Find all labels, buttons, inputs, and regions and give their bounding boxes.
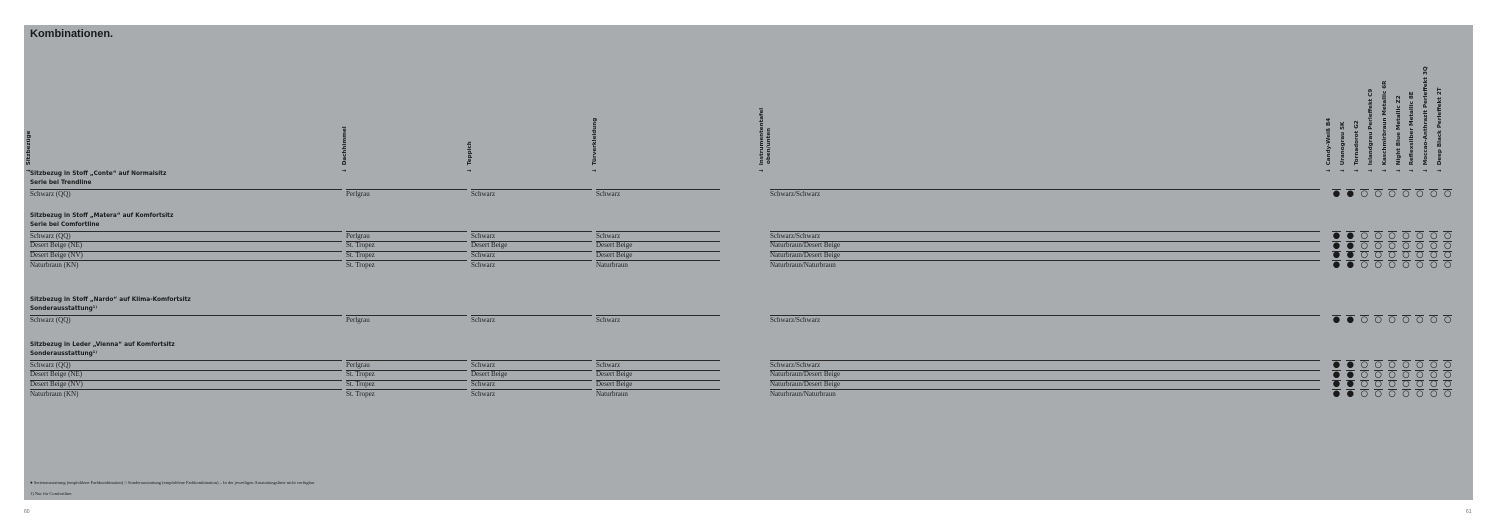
- standard-dot-icon: ●: [1346, 188, 1355, 199]
- arrow-down-icon: ↓: [342, 168, 349, 173]
- table-cell-tuer: Naturbraun: [596, 260, 628, 269]
- option-circle-icon: ○: [1402, 314, 1410, 325]
- option-circle-icon: ○: [1430, 230, 1438, 241]
- standard-dot-icon: ●: [1332, 230, 1341, 241]
- option-circle-icon: ○: [1360, 250, 1368, 261]
- paint-name: Islandgrau Perleffekt C9: [1367, 88, 1374, 166]
- option-circle-icon: ○: [1416, 389, 1424, 400]
- option-circle-icon: ○: [1360, 314, 1368, 325]
- column-header-dashboard: ↓Instrumententafel oben/unten: [759, 107, 773, 173]
- table-cell-instr: Schwarz/Schwarz: [770, 315, 821, 324]
- table-cell-tuer: Desert Beige: [596, 251, 633, 260]
- option-circle-icon: ○: [1443, 250, 1452, 261]
- arrow-down-icon: ↓: [1437, 168, 1444, 173]
- section-title: Sitzbezug in Stoff „Nardo“ auf Klima-Komfortsitz: [30, 297, 191, 303]
- arrow-down-icon: ↓: [1395, 168, 1402, 173]
- option-circle-icon: ○: [1388, 250, 1396, 261]
- row-rule: [770, 315, 1320, 316]
- table-cell-instr: Schwarz/Schwarz: [770, 189, 821, 198]
- standard-dot-icon: ●: [1346, 379, 1355, 390]
- arrow-down-icon: ↓: [26, 168, 33, 173]
- table-cell-instr: Naturbraun/Desert Beige: [770, 241, 841, 250]
- standard-dot-icon: ●: [1332, 379, 1341, 390]
- table-cell-instr: Schwarz/Schwarz: [770, 360, 821, 369]
- option-circle-icon: ○: [1416, 369, 1424, 380]
- option-circle-icon: ○: [1416, 359, 1424, 370]
- option-circle-icon: ○: [1360, 389, 1368, 400]
- standard-dot-icon: ●: [1346, 260, 1355, 271]
- option-circle-icon: ○: [1360, 369, 1368, 380]
- standard-dot-icon: ●: [1332, 260, 1341, 271]
- paint-name: Kaschmirbraun Metallic 6R: [1381, 80, 1388, 166]
- standard-dot-icon: ●: [1346, 314, 1355, 325]
- table-cell-dach: St. Tropez: [346, 389, 375, 398]
- option-circle-icon: ○: [1360, 240, 1368, 251]
- table-cell-tuer: Schwarz: [596, 315, 621, 324]
- section-title: Sitzbezug in Leder „Vienna“ auf Komfortsitz: [30, 342, 175, 348]
- option-circle-icon: ○: [1402, 230, 1410, 241]
- row-rule: [770, 251, 1320, 252]
- standard-dot-icon: ●: [1332, 359, 1341, 370]
- arrow-down-icon: ↓: [592, 168, 599, 173]
- option-circle-icon: ○: [1402, 250, 1410, 261]
- standard-dot-icon: ●: [1346, 389, 1355, 400]
- paint-name: Night Blue Metallic Z2: [1395, 95, 1402, 166]
- arrow-down-icon: ↓: [1381, 168, 1388, 173]
- option-circle-icon: ○: [1443, 379, 1452, 390]
- table-cell-dach: Perlgrau: [346, 189, 370, 198]
- table-cell-teppich: Desert Beige: [471, 370, 508, 379]
- option-circle-icon: ○: [1402, 188, 1410, 199]
- table-cell-seat: Naturbraun (KN): [30, 389, 79, 398]
- arrow-down-icon: ↓: [1353, 168, 1360, 173]
- option-circle-icon: ○: [1360, 230, 1368, 241]
- option-circle-icon: ○: [1388, 230, 1396, 241]
- standard-dot-icon: ●: [1332, 250, 1341, 261]
- table-cell-instr: Naturbraun/Naturbraun: [770, 260, 836, 269]
- table-cell-teppich: Schwarz: [471, 251, 496, 260]
- option-circle-icon: ○: [1443, 359, 1452, 370]
- option-circle-icon: ○: [1430, 359, 1438, 370]
- footnote: 1) Nur für Comfortline.: [30, 491, 73, 496]
- table-cell-tuer: Desert Beige: [596, 241, 633, 250]
- option-circle-icon: ○: [1388, 188, 1396, 199]
- standard-dot-icon: ●: [1332, 369, 1341, 380]
- option-circle-icon: ○: [1388, 314, 1396, 325]
- paint-name: Candy-Weiß B4: [1326, 117, 1333, 166]
- table-cell-teppich: Schwarz: [471, 389, 496, 398]
- table-cell-seat: Desert Beige (NV): [30, 251, 83, 260]
- option-circle-icon: ○: [1443, 369, 1452, 380]
- column-header-seat: ↓Sitzbezüge: [26, 130, 33, 173]
- table-cell-teppich: Schwarz: [471, 189, 496, 198]
- standard-dot-icon: ●: [1346, 230, 1355, 241]
- section-subtitle: Sonderausstattung¹⁾: [30, 351, 98, 357]
- table-cell-instr: Schwarz/Schwarz: [770, 231, 821, 240]
- row-rule: [30, 189, 342, 190]
- arrow-down-icon: ↓: [1367, 168, 1374, 173]
- option-circle-icon: ○: [1430, 379, 1438, 390]
- option-circle-icon: ○: [1374, 230, 1382, 241]
- row-rule: [770, 189, 1320, 190]
- option-circle-icon: ○: [1360, 188, 1368, 199]
- page-title: Kombinationen.: [30, 28, 114, 40]
- option-circle-icon: ○: [1388, 359, 1396, 370]
- standard-dot-icon: ●: [1332, 389, 1341, 400]
- option-circle-icon: ○: [1430, 314, 1438, 325]
- option-circle-icon: ○: [1430, 188, 1438, 199]
- table-cell-seat: Naturbraun (KN): [30, 260, 79, 269]
- table-cell-tuer: Naturbraun: [596, 389, 628, 398]
- table-cell-teppich: Schwarz: [471, 315, 496, 324]
- row-rule: [770, 360, 1320, 361]
- section-subtitle: Serie bei Comfortline: [30, 222, 100, 228]
- row-rule: [30, 231, 342, 232]
- section-title: Sitzbezug in Stoff „Conte“ auf Normalsitz: [30, 171, 167, 177]
- option-circle-icon: ○: [1430, 260, 1438, 271]
- option-circle-icon: ○: [1402, 359, 1410, 370]
- paint-name: Reflexsilber Metallic 8E: [1409, 91, 1416, 166]
- standard-dot-icon: ●: [1332, 188, 1341, 199]
- option-circle-icon: ○: [1430, 369, 1438, 380]
- table-cell-dach: St. Tropez: [346, 380, 375, 389]
- table-cell-dach: St. Tropez: [346, 260, 375, 269]
- option-circle-icon: ○: [1388, 240, 1396, 251]
- paint-name: Deep Black Perleffekt 2T: [1437, 87, 1444, 166]
- option-circle-icon: ○: [1388, 369, 1396, 380]
- option-circle-icon: ○: [1443, 260, 1452, 271]
- table-cell-teppich: Schwarz: [471, 231, 496, 240]
- arrow-down-icon: ↓: [759, 168, 766, 173]
- standard-dot-icon: ●: [1346, 359, 1355, 370]
- option-circle-icon: ○: [1360, 260, 1368, 271]
- table-cell-instr: Naturbraun/Desert Beige: [770, 380, 841, 389]
- row-rule: [770, 241, 1320, 242]
- table-cell-dach: St. Tropez: [346, 251, 375, 260]
- table-cell-dach: Perlgrau: [346, 315, 370, 324]
- option-circle-icon: ○: [1374, 379, 1382, 390]
- column-header-carpet: ↓Teppich: [467, 141, 474, 173]
- option-circle-icon: ○: [1374, 359, 1382, 370]
- option-circle-icon: ○: [1402, 369, 1410, 380]
- option-circle-icon: ○: [1402, 240, 1410, 251]
- option-circle-icon: ○: [1374, 369, 1382, 380]
- column-header-headliner: ↓Dachhimmel: [342, 126, 349, 173]
- standard-dot-icon: ●: [1332, 314, 1341, 325]
- table-cell-teppich: Schwarz: [471, 360, 496, 369]
- table-cell-instr: Naturbraun/Desert Beige: [770, 370, 841, 379]
- table-cell-tuer: Desert Beige: [596, 380, 633, 389]
- option-circle-icon: ○: [1360, 379, 1368, 390]
- legend: ● Serienausstattung (empfohlene Farbkombination) ○ Sonderausstattung (empfohlene Farbkombination) – In der jeweiligen Ausstattungslinie nicht verfügbar: [30, 480, 315, 485]
- option-circle-icon: ○: [1374, 314, 1382, 325]
- table-cell-teppich: Schwarz: [471, 260, 496, 269]
- option-circle-icon: ○: [1388, 260, 1396, 271]
- table-cell-seat: Schwarz (QQ): [30, 189, 71, 198]
- option-circle-icon: ○: [1430, 240, 1438, 251]
- standard-dot-icon: ●: [1332, 240, 1341, 251]
- standard-dot-icon: ●: [1346, 369, 1355, 380]
- row-rule: [770, 389, 1320, 390]
- table-cell-dach: Perlgrau: [346, 231, 370, 240]
- standard-dot-icon: ●: [1346, 240, 1355, 251]
- arrow-down-icon: ↓: [1326, 168, 1333, 173]
- page-number-right: 61: [1466, 509, 1472, 515]
- paint-name: Tornadorot G2: [1353, 120, 1360, 166]
- standard-dot-icon: ●: [1346, 250, 1355, 261]
- option-circle-icon: ○: [1374, 389, 1382, 400]
- option-circle-icon: ○: [1443, 188, 1452, 199]
- option-circle-icon: ○: [1374, 260, 1382, 271]
- option-circle-icon: ○: [1402, 379, 1410, 390]
- option-circle-icon: ○: [1430, 250, 1438, 261]
- option-circle-icon: ○: [1374, 188, 1382, 199]
- table-cell-seat: Schwarz (QQ): [30, 360, 71, 369]
- arrow-down-icon: ↓: [1423, 168, 1430, 173]
- option-circle-icon: ○: [1402, 389, 1410, 400]
- paint-name: Moccao-Anthrazit Perleffekt 3Q: [1423, 66, 1430, 166]
- option-circle-icon: ○: [1416, 260, 1424, 271]
- option-circle-icon: ○: [1402, 260, 1410, 271]
- table-cell-teppich: Desert Beige: [471, 241, 508, 250]
- column-header-door-trim: ↓Türverkleidung: [592, 117, 599, 173]
- option-circle-icon: ○: [1374, 240, 1382, 251]
- option-circle-icon: ○: [1430, 389, 1438, 400]
- section-subtitle: Sonderausstattung¹⁾: [30, 306, 98, 312]
- table-cell-dach: St. Tropez: [346, 370, 375, 379]
- table-cell-instr: Naturbraun/Naturbraun: [770, 389, 836, 398]
- option-circle-icon: ○: [1388, 379, 1396, 390]
- option-circle-icon: ○: [1416, 188, 1424, 199]
- table-cell-instr: Naturbraun/Desert Beige: [770, 251, 841, 260]
- table-cell-tuer: Schwarz: [596, 189, 621, 198]
- table-cell-tuer: Schwarz: [596, 231, 621, 240]
- option-circle-icon: ○: [1443, 240, 1452, 251]
- option-circle-icon: ○: [1443, 230, 1452, 241]
- row-rule: [770, 380, 1320, 381]
- row-rule: [770, 260, 1320, 261]
- section-title: Sitzbezug in Stoff „Matera“ auf Komfortsitz: [30, 213, 174, 219]
- table-cell-seat: Desert Beige (NV): [30, 380, 83, 389]
- arrow-down-icon: ↓: [467, 168, 474, 173]
- option-circle-icon: ○: [1443, 314, 1452, 325]
- option-circle-icon: ○: [1374, 250, 1382, 261]
- arrow-down-icon: ↓: [1339, 168, 1346, 173]
- page-number-left: 60: [24, 509, 30, 515]
- option-circle-icon: ○: [1416, 230, 1424, 241]
- table-cell-dach: St. Tropez: [346, 241, 375, 250]
- row-rule: [30, 360, 342, 361]
- paint-name: Uranograu 5K: [1339, 121, 1346, 166]
- option-circle-icon: ○: [1416, 250, 1424, 261]
- option-circle-icon: ○: [1416, 240, 1424, 251]
- table-cell-seat: Desert Beige (NE): [30, 370, 83, 379]
- row-rule: [30, 315, 342, 316]
- column-header-paint: [1437, 87, 1456, 173]
- option-circle-icon: ○: [1443, 389, 1452, 400]
- option-circle-icon: ○: [1388, 389, 1396, 400]
- table-cell-seat: Schwarz (QQ): [30, 231, 71, 240]
- row-rule: [770, 370, 1320, 371]
- arrow-down-icon: ↓: [1409, 168, 1416, 173]
- combinations-panel: [24, 25, 1473, 500]
- row-rule: [770, 231, 1320, 232]
- table-cell-tuer: Schwarz: [596, 360, 621, 369]
- section-subtitle: Serie bei Trendline: [30, 180, 92, 186]
- option-circle-icon: ○: [1416, 379, 1424, 390]
- option-circle-icon: ○: [1360, 359, 1368, 370]
- table-cell-tuer: Desert Beige: [596, 370, 633, 379]
- option-circle-icon: ○: [1416, 314, 1424, 325]
- table-cell-dach: Perlgrau: [346, 360, 370, 369]
- table-cell-seat: Schwarz (QQ): [30, 315, 71, 324]
- table-cell-teppich: Schwarz: [471, 380, 496, 389]
- table-cell-seat: Desert Beige (NE): [30, 241, 83, 250]
